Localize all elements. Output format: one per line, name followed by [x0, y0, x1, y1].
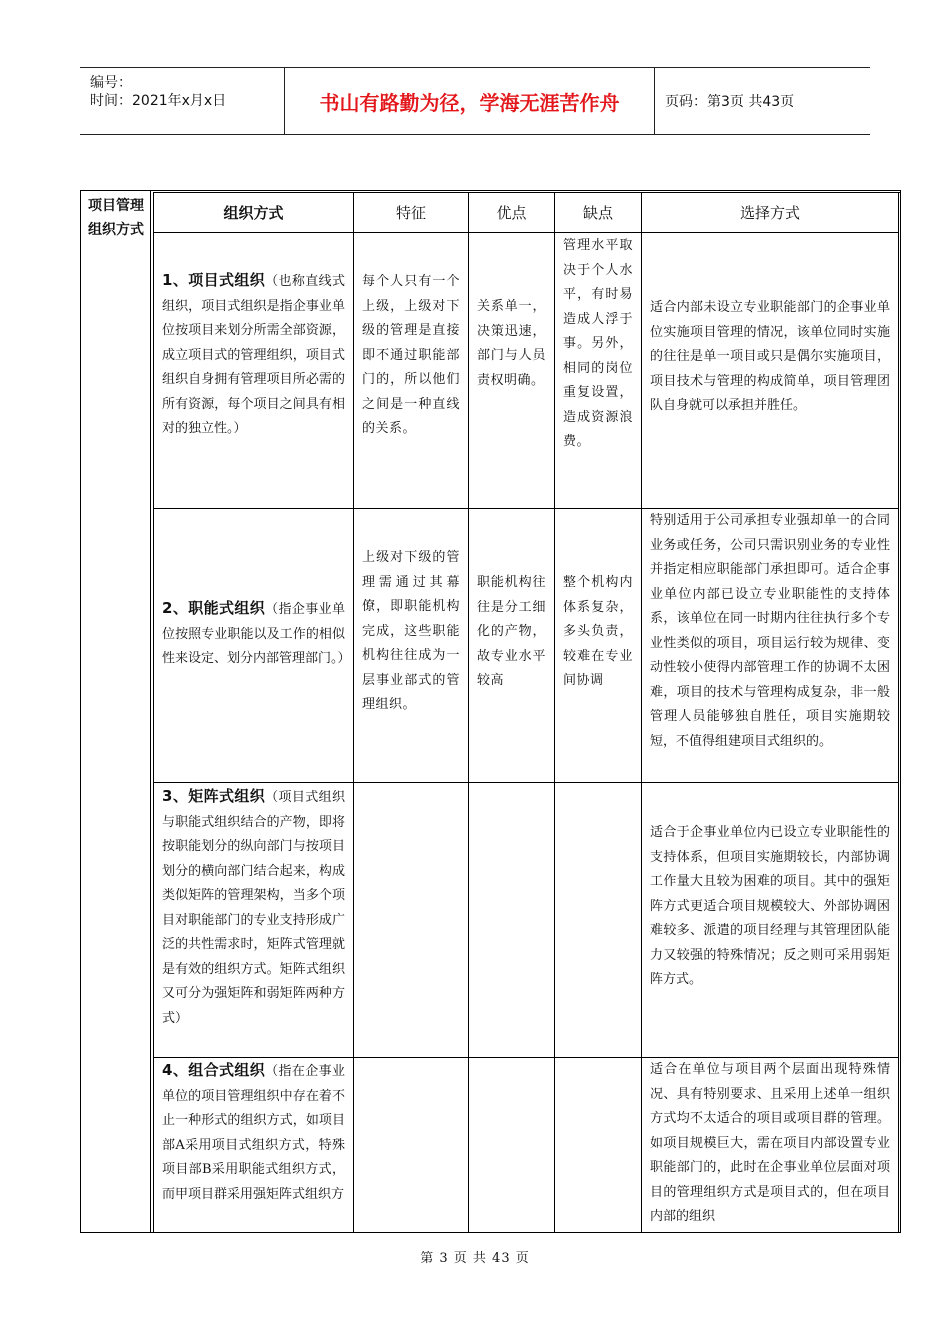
table-row-4-method	[154, 1058, 353, 1232]
table-row-3-method	[154, 784, 353, 1031]
row-4-title: 4、组合式组织	[162, 1061, 266, 1079]
page-footer: 第 3 页 共 43 页	[420, 1251, 530, 1266]
date-label: 时间：2021年x月x日	[90, 93, 227, 109]
header-motto: 书山有路勤为径，学海无涯苦作舟	[284, 68, 655, 134]
header-page-info: 页码：第3页 共43页	[665, 94, 795, 110]
number-label: 编号：	[90, 75, 132, 91]
side-header: 项目管理组织方式	[88, 198, 144, 238]
table-row-2-advantage: 职能机构往往是分工细化的产物，故专业水平较高	[477, 575, 546, 688]
table-row-1-selection: 适合内部未设立专业职能部门的企事业单位实施项目管理的情况，该单位同时实施的往往是单一项目或只是偶尔实施项目，项目技术与管理的构成简单，项目管理团队自身就可以承担并胜任。	[650, 300, 890, 413]
table-row-2-feature: 上级对下级的管理需通过其幕僚，即职能机构完成，这些职能机构往往成为一层事业部式的管理组织。	[362, 550, 460, 712]
column-header-feature: 特征	[395, 204, 426, 222]
column-header-method: 组织方式	[223, 204, 284, 222]
document-header	[80, 67, 870, 135]
table-row-1-feature: 每个人只有一个上级，上级对下级的管理是直接即不通过职能部门的，所以他们之间是一种直线的关系。	[362, 274, 460, 436]
table-row-3-selection: 适合于企事业单位内已设立专业职能性的支持体系，但项目实施期较长，内部协调工作量大且较为困难的项目。其中的强矩阵方式更适合项目规模较大、外部协调困难较多、派遣的项目经理与其管理团队能力又较强的特殊情况；反之则可采用弱矩阵方式。	[650, 825, 890, 987]
table-row-2-disadvantage: 整个机构内体系复杂，多头负责，较难在专业间协调	[563, 575, 633, 688]
row-1-title: 1、项目式组织	[162, 271, 266, 289]
row-3-title: 3、矩阵式组织	[162, 787, 266, 805]
table-row-1-disadvantage: 管理水平取决于个人水平，有时易造成人浮于事。另外，相同的岗位重复设置，造成资源浪费。	[563, 238, 633, 449]
row-2-description: （指企事业单位按照专业职能以及工作的相似性来设定、划分内部管理部门。）	[162, 602, 351, 666]
column-header-disadvantage: 缺点	[582, 204, 613, 222]
table-row-1-method	[154, 268, 353, 442]
column-header-advantage: 优点	[496, 204, 527, 222]
row-3-description: （项目式组织与职能式组织结合的产物，即将按职能划分的纵向部门与按项目划分的横向部门结合起来，构成类似矩阵的管理架构，当多个项目对职能部门的专业支持形成广泛的共性需求时，矩阵式管理就是有效的组织方式。矩阵式组织又可分为强矩阵和弱矩阵两种方式）	[162, 790, 345, 1026]
row-1-description: （也称直线式组织，项目式组织是指企事业单位按项目来划分所需全部资源，成立项目式的管理组织，项目式组织自身拥有管理项目所必需的所有资源，每个项目之间具有相对的独立性。）	[162, 274, 345, 436]
table-row-2-selection: 特别适用于公司承担专业强却单一的合同业务或任务，公司只需识别业务的专业性并指定相应职能部门承担即可。适合企事业单位内部已设立专业职能性的支持体系，该单位在同一时期内往往执行多个专业性类似的项目，项目运行较为规律、变动性较小使得内部管理工作的协调不太困难，项目的技术与管理构成复杂，非一般管理人员能够独自胜任，项目实施期较短，不值得组建项目式组织的。	[650, 513, 890, 749]
header-meta	[80, 68, 284, 134]
column-header-selection: 选择方式	[739, 204, 800, 222]
row-4-description: （指在企事业单位的项目管理组织中存在着不止一种形式的组织方式，如项目部A采用项目式组织方式，特殊项目部B采用职能式组织方式，而甲项目群采用强矩阵式组织方	[162, 1064, 345, 1202]
table-row-2-method	[154, 596, 353, 672]
row-2-title: 2、职能式组织	[162, 599, 266, 617]
table-row-1-advantage: 关系单一，决策迅速，部门与人员责权明确。	[477, 299, 546, 388]
table-row-4-selection: 适合在单位与项目两个层面出现特殊情况、具有特别要求、且采用上述单一组织方式均不太适合的项目或项目群的管理。如项目规模巨大，需在项目内部设置专业职能部门的，此时在企事业单位层面对项目的管理组织方式是项目式的，但在项目内部的组织	[650, 1062, 890, 1224]
